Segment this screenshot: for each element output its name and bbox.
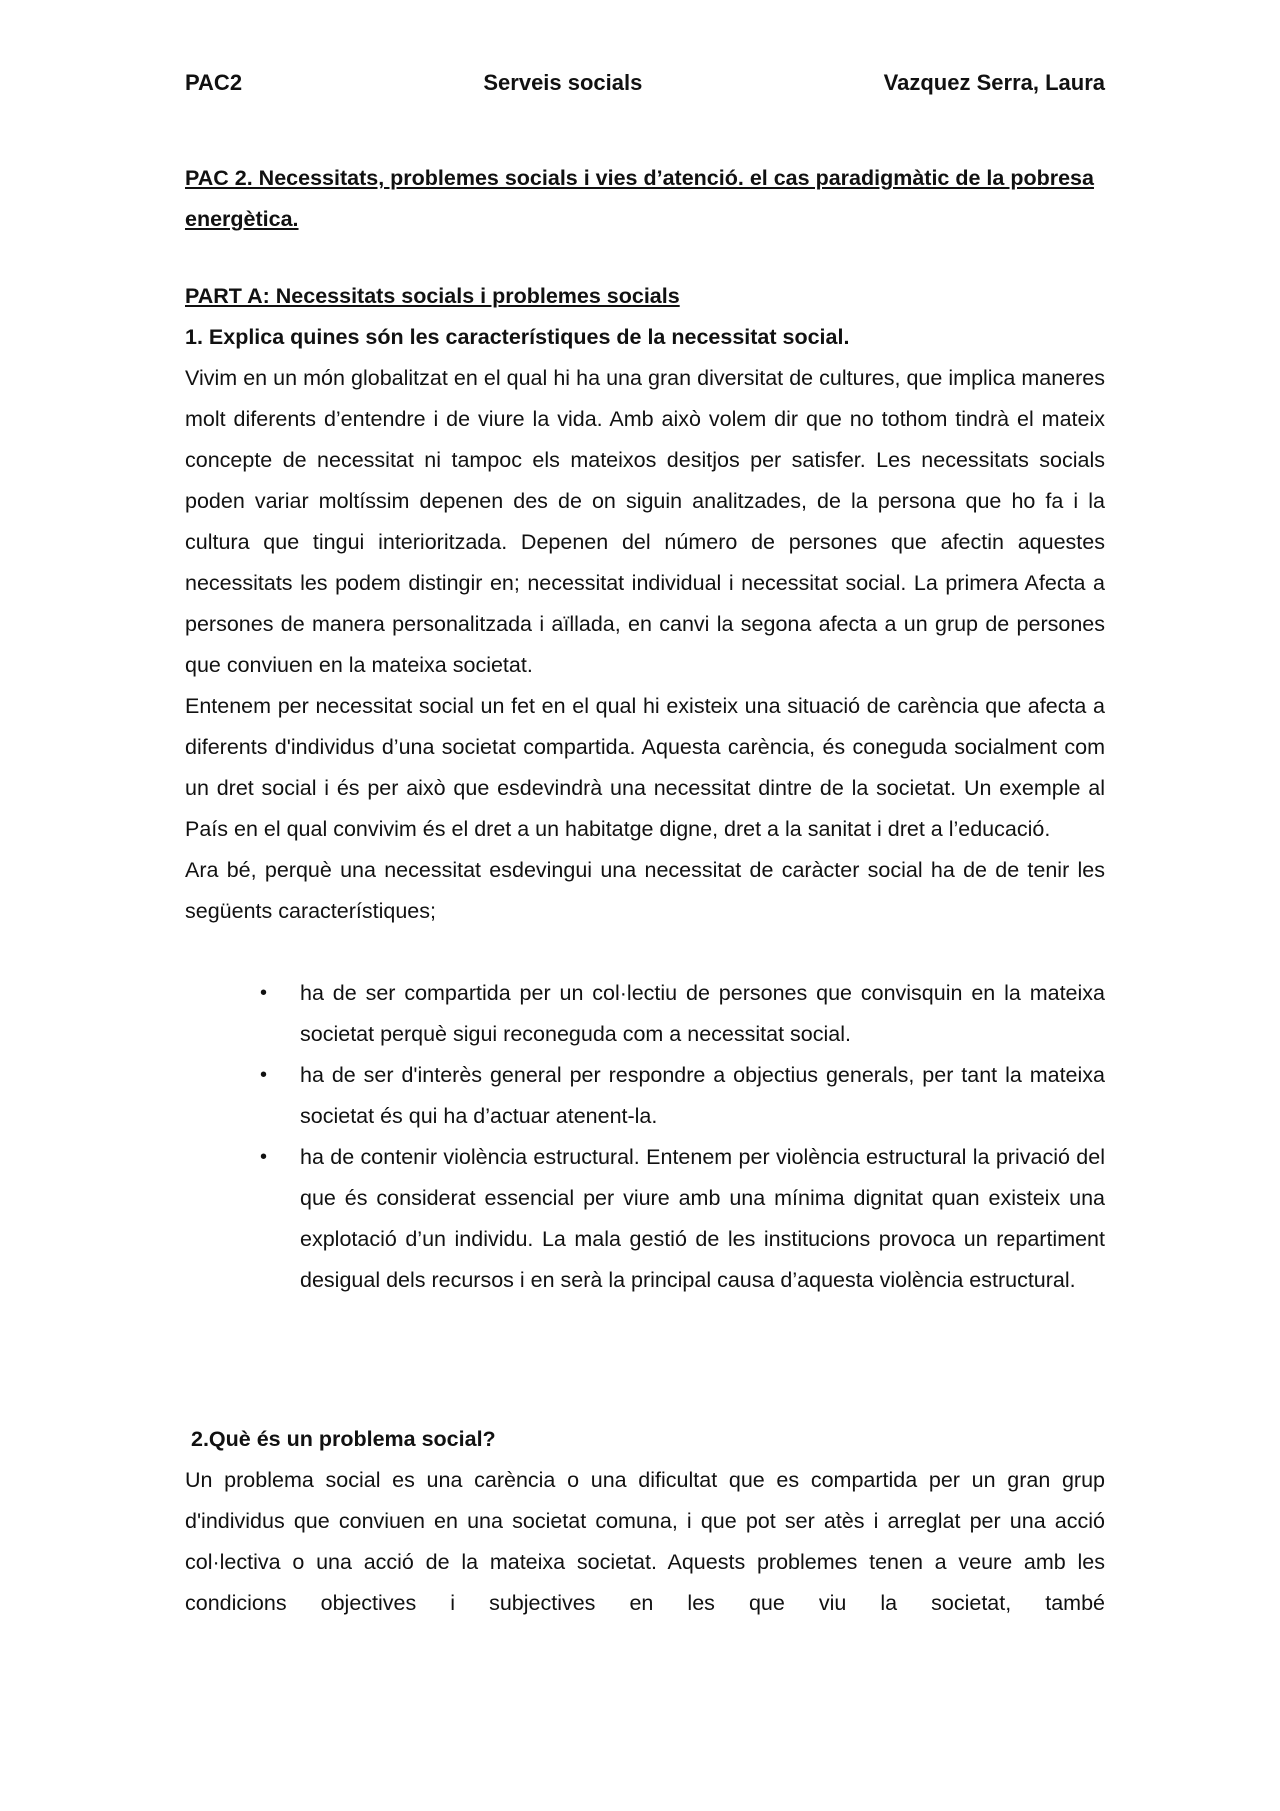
list-item bbox=[260, 973, 1105, 1055]
characteristics-list bbox=[185, 973, 1105, 1301]
list-item-text: ha de ser compartida per un col·lectiu de persones que convisquin en la mateixa societat perquè sigui reconeguda com a necessitat social. bbox=[300, 981, 1105, 1046]
question-2: 2.Què és un problema social? bbox=[191, 1427, 496, 1451]
list-item bbox=[260, 1055, 1105, 1137]
part-a-heading: PART A: Necessitats socials i problemes socials bbox=[185, 284, 680, 308]
document-title: PAC 2. Necessitats, problemes socials i vies d’atenció. el cas paradigmàtic de la pobresa energètica. bbox=[185, 166, 1094, 231]
bullet-icon: • bbox=[260, 1146, 268, 1168]
list-item-text: ha de contenir violència estructural. Entenem per violència estructural la privació del que és considerat essencial per viure amb una mínima dignitat quan existeix una explotació d’un individu. La mala gestió de les institucions provoca un repartiment desigual dels recursos i en serà la principal causa d’aquesta violència estructural. bbox=[300, 1145, 1105, 1292]
bullet-icon: • bbox=[260, 982, 268, 1004]
paragraph-2: Entenem per necessitat social un fet en el qual hi existeix una situació de carència que afecta a diferents d'individus d’una societat compartida. Aquesta carència, és coneguda socialment com un dret social i és per això que esdevindrà una necessitat dintre de la societat. Un exemple al País en el qual convivim és el dret a un habitatge digne, dret a la sanitat i dret a l’educació. bbox=[185, 694, 1105, 841]
page-header bbox=[185, 70, 1105, 110]
paragraph-3: Ara bé, perquè una necessitat esdevingui una necessitat de caràcter social ha de de tenir les següents característiques; bbox=[185, 858, 1105, 923]
header-author: Vazquez Serra, Laura bbox=[883, 70, 1105, 95]
paragraph-1: Vivim en un món globalitzat en el qual hi ha una gran diversitat de cultures, que implica maneres molt diferents d’entendre i de viure la vida. Amb això volem dir que no tothom tindrà el mateix concepte de necessitat ni tampoc els mateixos desitjos per satisfer. Les necessitats socials poden variar moltíssim depenen des de on siguin analitzades, de la persona que ho fa i la cultura que tingui interioritzada. Depenen del número de persones que afectin aquestes necessitats les podem distingir en; necessitat individual i necessitat social. La primera Afecta a persones de manera personalitzada i aïllada, en canvi la segona afecta a un grup de persones que conviuen en la mateixa societat. bbox=[185, 366, 1105, 677]
document-page bbox=[185, 70, 1105, 1624]
header-subject: Serveis socials bbox=[483, 70, 643, 95]
list-item bbox=[260, 1137, 1105, 1301]
question-1: 1. Explica quines són les característiques de la necessitat social. bbox=[185, 325, 850, 349]
bullet-icon: • bbox=[260, 1064, 268, 1086]
answer-2-paragraph: Un problema social es una carència o una dificultat que es compartida per un gran grup d'individus que conviuen en una societat comuna, i que pot ser atès i arreglat per una acció col·lectiva o una acció de la mateixa societat. Aquests problemes tenen a veure amb les condicions objectives i subjectives en les que viu la societat, també bbox=[185, 1468, 1105, 1615]
header-course-code: PAC2 bbox=[185, 70, 243, 95]
list-item-text: ha de ser d'interès general per respondre a objectius generals, per tant la mateixa societat és qui ha d’actuar atenent-la. bbox=[300, 1063, 1105, 1128]
